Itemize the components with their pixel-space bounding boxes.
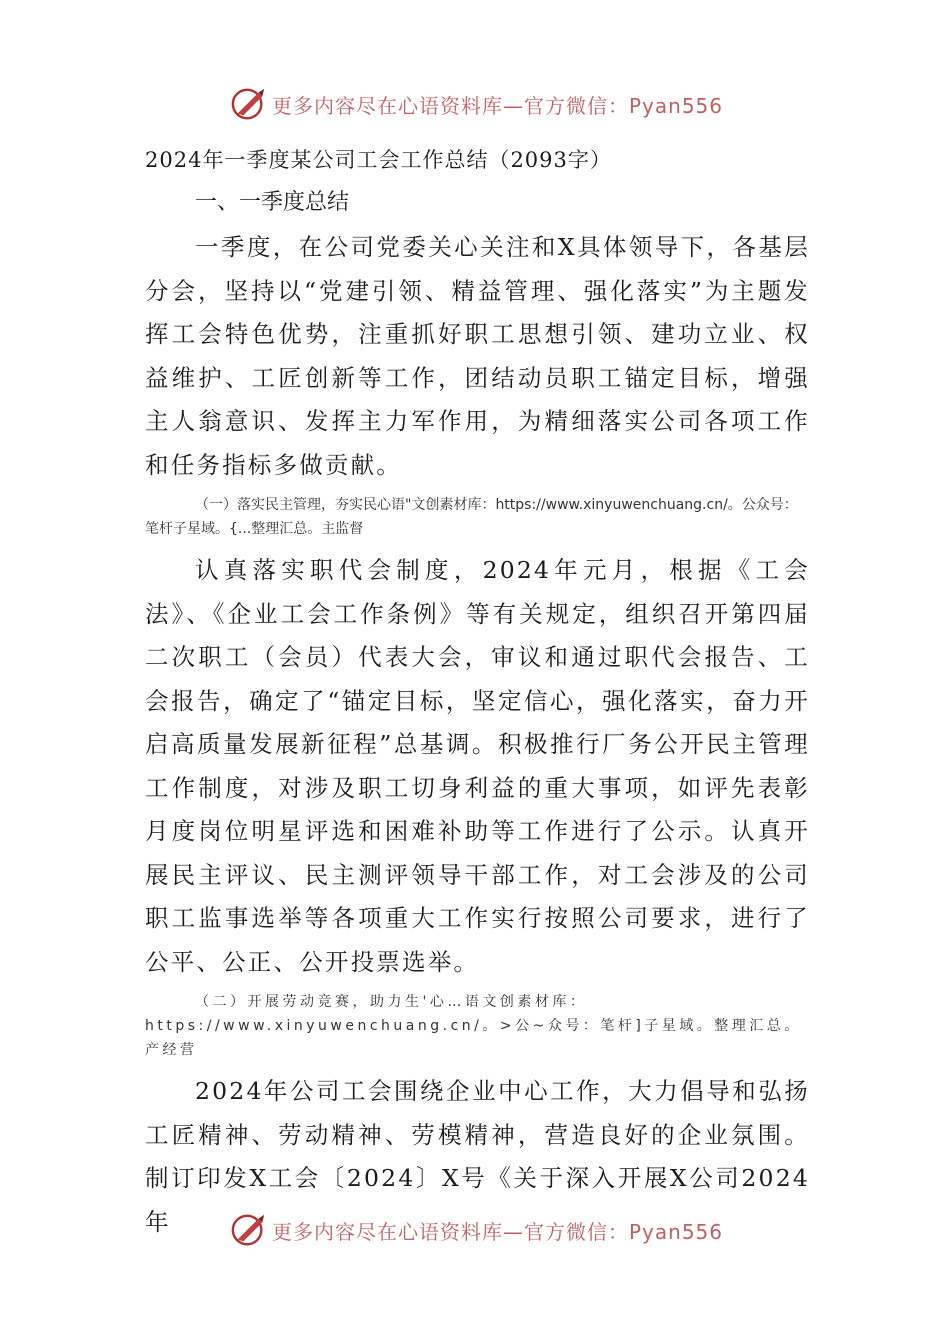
watermark-text: 更多内容尽在心语资料库—官方微信：Pyan556: [272, 93, 724, 118]
paragraph-3: 2024年公司工会围绕企业中心工作，大力倡导和弘扬工匠精神、劳动精神、劳模精神，营造良好的企业氛围。制订印发X工会〔2024〕X号《关于深入开展X公司2024年: [145, 1077, 810, 1236]
paragraph-1: 一季度，在公司党委关心关注和X具体领导下，各基层分会，坚持以“党建引领、精益管理、强化落实”为主题发挥工会特色优势，注重抓好职工思想引领、建功立业、权益维护、工匠创新等工作，团结动员职工锚定目标，增强主人翁意识、发挥主力军作用，为精细落实公司各项工作和任务指标多做贡献。: [145, 233, 810, 479]
document-body: [145, 140, 810, 1244]
quill-logo-icon: [230, 1211, 268, 1249]
document-title: 2024年一季度某公司工会工作总结（2093字）: [145, 148, 612, 172]
watermark-footer: [230, 1210, 750, 1250]
section-heading: 一、一季度总结: [195, 190, 350, 215]
watermark-text: 更多内容尽在心语资料库—官方微信：Pyan556: [272, 1219, 724, 1244]
quill-logo-icon: [230, 85, 268, 123]
subheading-1: （一）落实民主管理，夯实民心语"文创素材库：https://www.xinyuwenchuang.cn/。公众号：笔杆子星域。{...整理汇总。主监督: [145, 497, 798, 537]
watermark-header: [230, 84, 750, 124]
subheading-2: （二）开展劳动竞赛，助力生'心…语文创素材库：https://www.xinyuwenchuang.cn/。>公~众号：笔杆]子星域。整理汇总。产经营: [145, 994, 802, 1058]
paragraph-2: 认真落实职代会制度，2024年元月，根据《工会法》、《企业工会工作条例》等有关规定，组织召开第四届二次职工（会员）代表大会，审议和通过职代会报告、工会报告，确定了“锚定目标，坚定信心，强化落实，奋力开启高质量发展新征程”总基调。积极推行厂务公开民主管理工作制度，对涉及职工切身利益的重大事项，如评先表彰月度岗位明星评选和困难补助等工作进行了公示。认真开展民主评议、民主测评领导干部工作，对工会涉及的公司职工监事选举等各项重大工作实行按照公司要求，进行了公平、公正、公开投票选举。: [145, 556, 810, 976]
